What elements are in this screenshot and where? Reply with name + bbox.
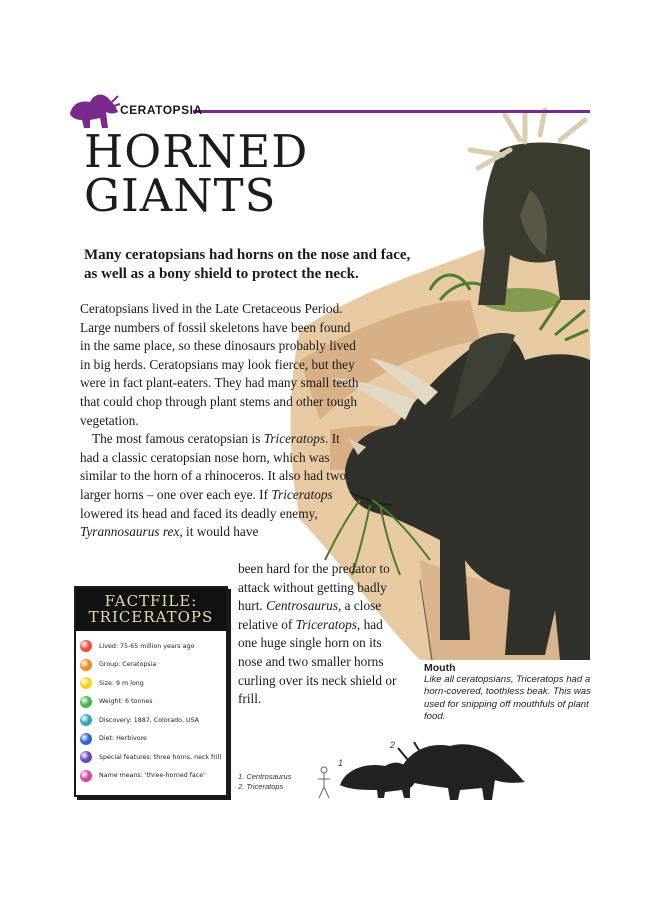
intro-text: Many ceratopsians had horns on the nose and face, as well as a bony shield to protect the neck. bbox=[84, 247, 411, 282]
bullet-icon bbox=[80, 677, 92, 689]
scale-number-2: 2 bbox=[390, 740, 396, 750]
bullet-icon bbox=[80, 751, 92, 763]
section-label: CERATOPSIA bbox=[120, 103, 203, 117]
bullet-icon bbox=[80, 714, 92, 726]
section-rule bbox=[193, 110, 590, 113]
body-paragraph-3: been hard for the predator to attack without getting badly hurt. Centrosaurus, a close relative of Triceratops, had one huge single horn on its nose and two smaller horns curling over its neck shield or frill. bbox=[238, 561, 397, 707]
body-paragraph-2: The most famous ceratopsian is Triceratops. It had a classic ceratopsian nose horn, which was similar to the horn of a rhinoceros. It also had two larger horns – one over each eye. If Triceratops lowered its head and faced its deadly enemy, Tyrannosaurus rex, it would have bbox=[80, 431, 347, 540]
factfile-item: Name means: 'three-horned face' bbox=[80, 767, 226, 786]
title-line-2: GIANTS bbox=[84, 169, 277, 222]
factfile-item: Size: 9 m long bbox=[80, 674, 226, 693]
factfile-item: Weight: 6 tonnes bbox=[80, 693, 226, 712]
factfile-item: Special features: three horns, neck frill bbox=[80, 748, 226, 767]
factfile-title: FACTFILE: TRICERATOPS bbox=[76, 588, 226, 631]
bullet-icon bbox=[80, 640, 92, 652]
factfile-item: Lived: 75-65 million years ago bbox=[80, 637, 226, 656]
mouth-caption bbox=[424, 662, 594, 723]
bullet-icon bbox=[80, 733, 92, 745]
title-line-1: HORNED bbox=[84, 125, 309, 178]
body-paragraph-1: Ceratopsians lived in the Late Cretaceous Period. Large numbers of fossil skeletons have been found in the same place, so these dinosaurs probably lived in big herds. Ceratopsians may look fierce, but they were in fact plant-eaters. They had many small teeth that could chop through plant stems and other tough vegetation. bbox=[80, 301, 359, 428]
scale-legend: 1. Centrosaurus 2. Triceratops bbox=[238, 772, 292, 791]
scale-number-1: 1 bbox=[338, 758, 344, 768]
bullet-icon bbox=[80, 696, 92, 708]
triceratops-silhouette bbox=[400, 744, 525, 800]
caption-text: Like all ceratopsians, Triceratops had a horn-covered, toothless beak. This was used for snipping off mouthfuls of plant food. bbox=[424, 674, 591, 722]
factfile-item: Group: Ceratopsia bbox=[80, 656, 226, 675]
bullet-icon bbox=[80, 659, 92, 671]
factfile-item: Diet: Herbivore bbox=[80, 730, 226, 749]
human-scale-figure bbox=[318, 767, 330, 798]
body-text-column bbox=[80, 300, 360, 542]
factfile-item: Discovery: 1887, Colorado, USA bbox=[80, 711, 226, 730]
page-title bbox=[84, 125, 309, 222]
factfile-box bbox=[74, 586, 228, 797]
caption-title: Mouth bbox=[424, 662, 456, 674]
bullet-icon bbox=[80, 770, 92, 782]
